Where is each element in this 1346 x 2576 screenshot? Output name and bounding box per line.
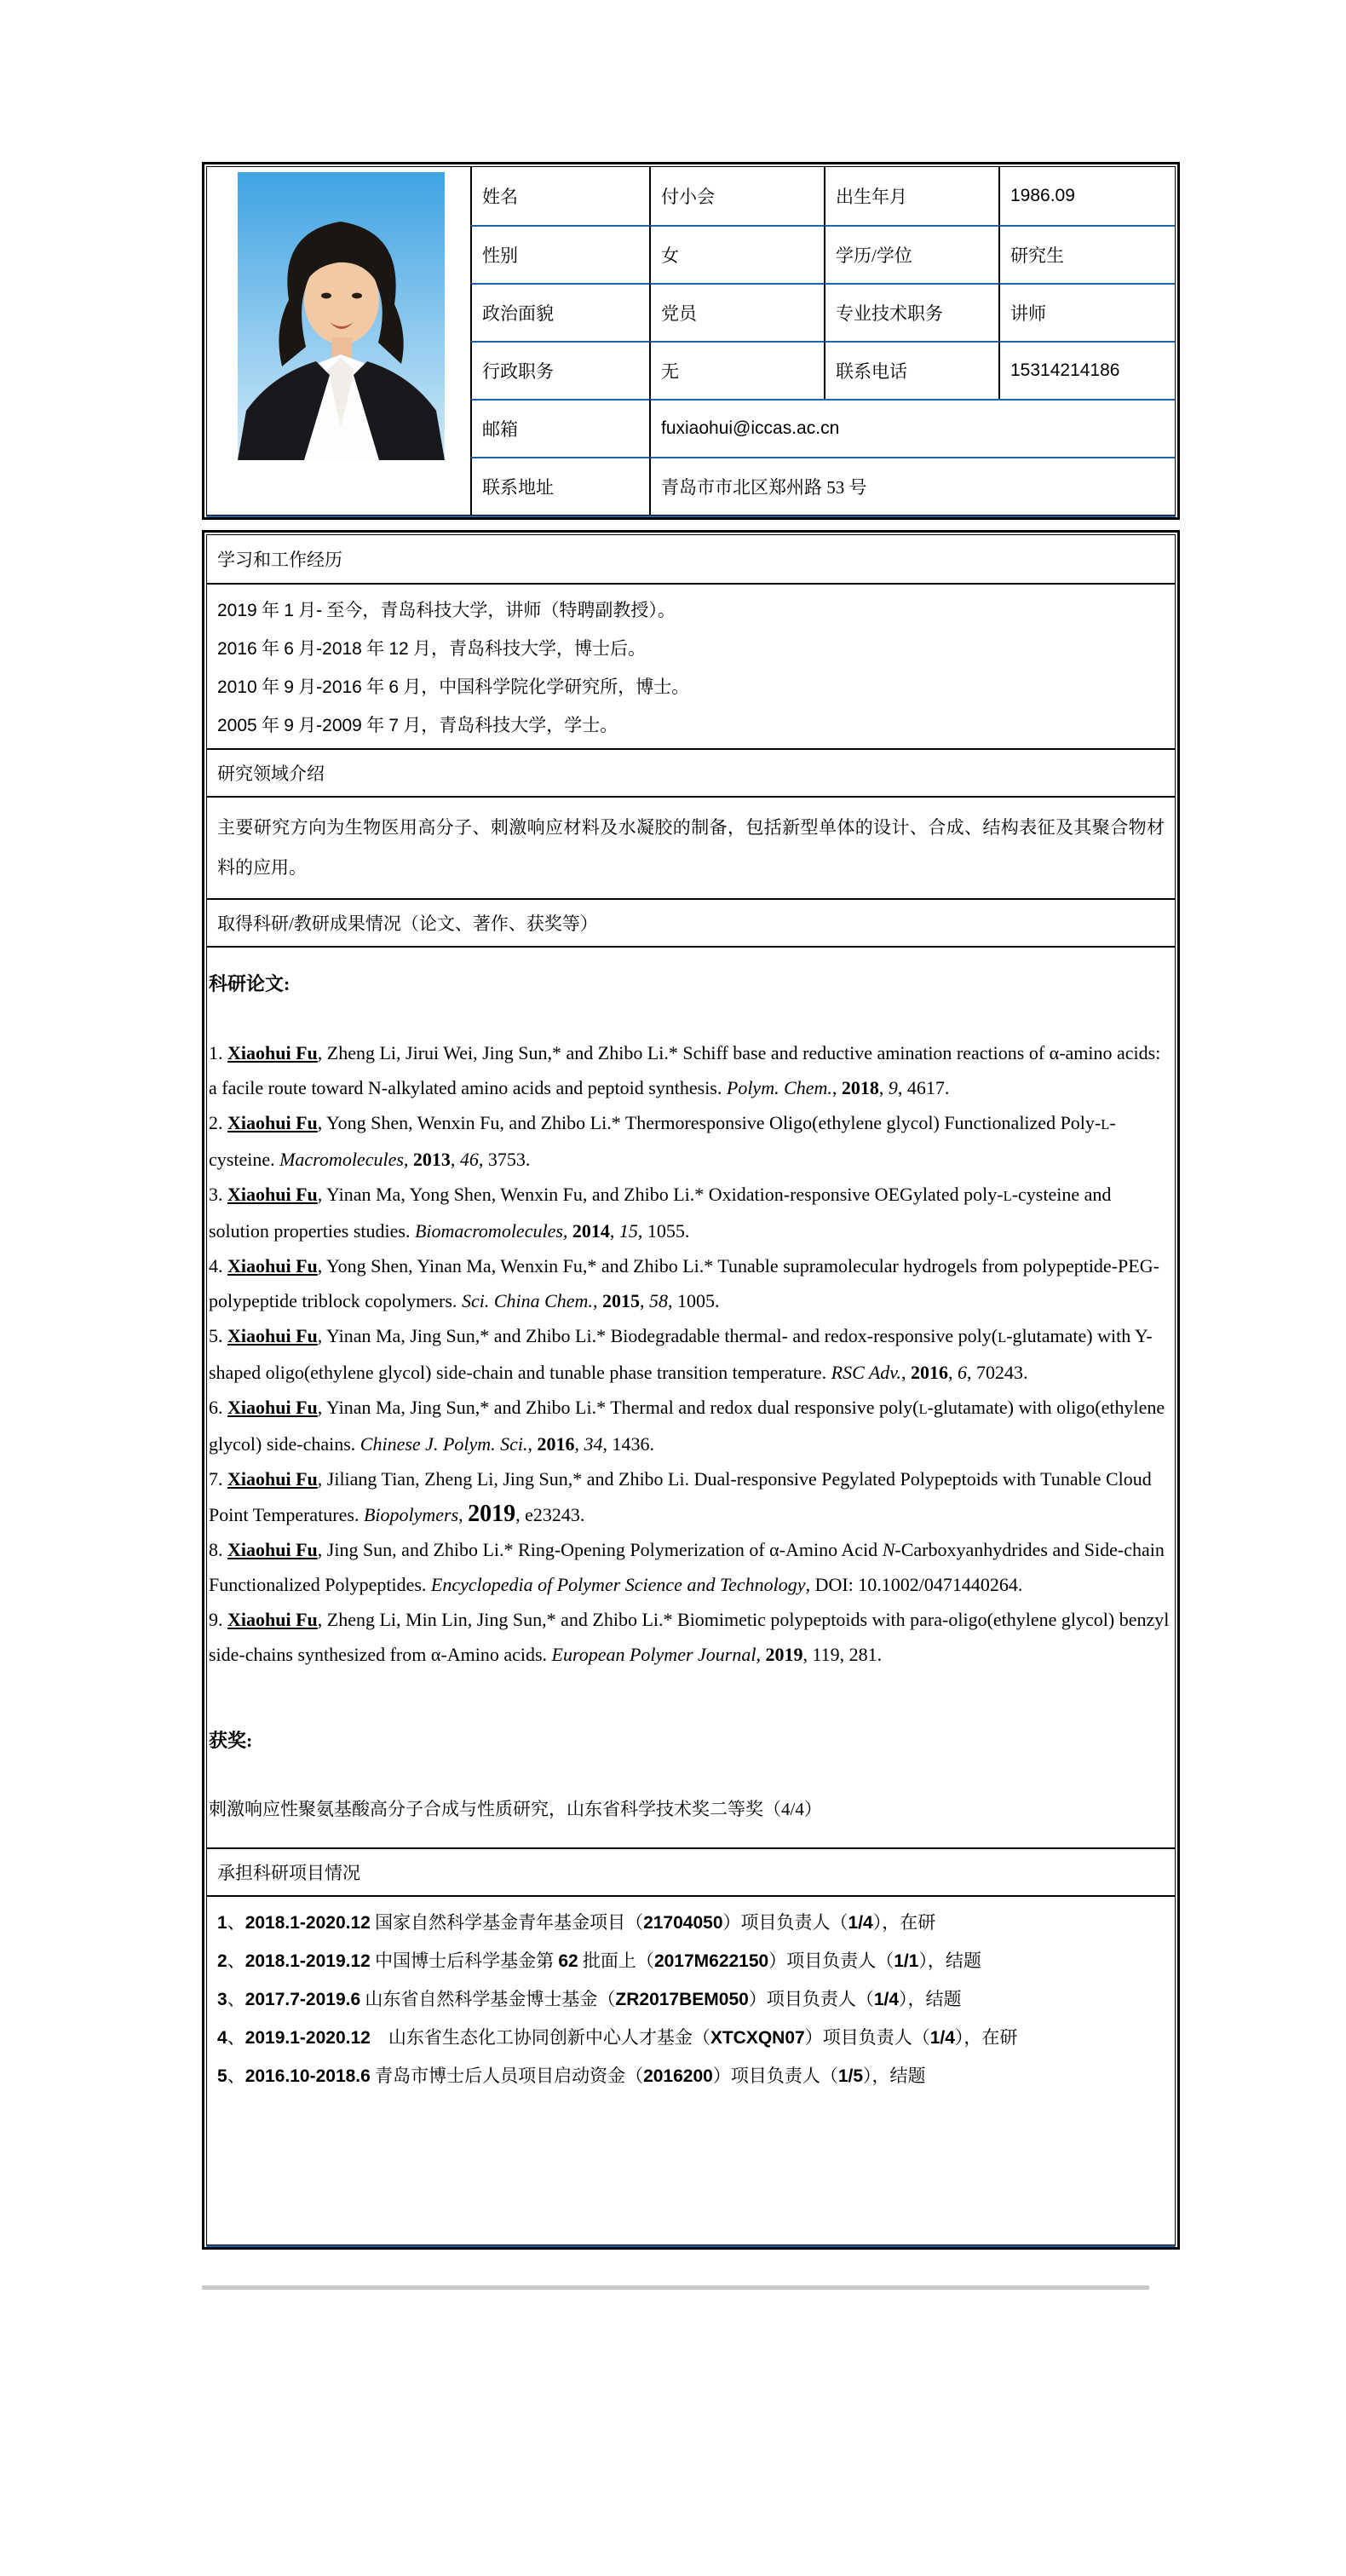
field-label-degree: 学历/学位 [824,225,998,283]
publication-item: 7. Xiaohui Fu, Jiliang Tian, Zheng Li, Jing Sun,* and Zhibo Li. Dual-responsive Pegylated Polypeptoids with Tunable Cloud Point Temperatures. Biopolymers, 2019, e23243. [209,1468,1152,1527]
publication-item: 3. Xiaohui Fu, Yinan Ma, Yong Shen, Wenxin Fu, and Zhibo Li.* Oxidation-responsive OEGylated poly-L-cysteine and solution properties studies. Biomacromolecules, 2014, 15, 1055. [209,1184,1112,1242]
publication-item: 4. Xiaohui Fu, Yong Shen, Yinan Ma, Wenxin Fu,* and Zhibo Li.* Tunable supramolecular hydrogels from polypeptide-PEG-polypeptide triblock copolymers. Sci. China Chem., 2015, 58, 1005. [209,1255,1159,1311]
publication-item: 2. Xiaohui Fu, Yong Shen, Wenxin Fu, and Zhibo Li.* Thermoresponsive Oligo(ethylene glycol) Functionalized Poly-L-cysteine. Macromolecules, 2013, 46, 3753. [209,1112,1116,1170]
field-value-degree: 研究生 [998,225,1175,283]
award-item: 刺激响应性聚氨基酸高分子合成与性质研究，山东省科学技术奖二等奖（4/4） [209,1799,822,1819]
field-value-gender: 女 [649,225,824,283]
bottom-divider [202,2285,1149,2290]
section-header-experience: 学习和工作经历 [217,550,342,570]
field-label-gender: 性别 [470,225,649,283]
text-line: 2019 年 1 月- 至今，青岛科技大学，讲师（特聘副教授）。 [217,600,676,620]
field-label-birthdate: 出生年月 [824,167,998,225]
text-line: 5、2016.10-2018.6 青岛市博士后人员项目启动资金（2016200）项目负责人（1/5），结题 [217,2066,926,2086]
section-header-achievements: 取得科研/教研成果情况（论文、著作、获奖等） [207,898,1175,946]
publication-item: 5. Xiaohui Fu, Yinan Ma, Jing Sun,* and Zhibo Li.* Biodegradable thermal- and redox-responsive poly(L-glutamate) with Y-shaped oligo(ethylene glycol) side-chain and tunable phase transition temperature. RSC Adv., 2016, 6, 70243. [209,1325,1153,1383]
field-label-address: 联系地址 [470,457,649,515]
research-intro-paragraph: 主要研究方向为生物医用高分子、刺激响应材料及水凝胶的制备，包括新型单体的设计、合成、结构表征及其聚合物材料的应用。 [217,817,1165,878]
publication-list [209,1035,1173,1672]
text-line: 2016 年 6 月-2018 年 12 月，青岛科技大学，博士后。 [217,638,646,659]
publication-item: 1. Xiaohui Fu, Zheng Li, Jirui Wei, Jing Sun,* and Zhibo Li.* Schiff base and reductive amination reactions of α-amino acids: a facile route toward N-alkylated amino acids and peptoid synthesis. Polym. Chem., 2018, 9, 4617. [209,1042,1161,1098]
field-label-professional-title: 专业技术职务 [824,283,998,341]
photo-cell [207,167,470,515]
field-value-email: fuxiaohui@iccas.ac.cn [649,399,1175,457]
text-line: 2010 年 9 月-2016 年 6 月，中国科学院化学研究所，博士。 [217,677,690,697]
section-content-projects [207,1895,1175,2245]
section-header-projects: 承担科研项目情况 [207,1847,1175,1895]
field-label-political-status: 政治面貌 [470,283,649,341]
papers-heading: 科研论文: [209,973,290,994]
field-label-email: 邮箱 [470,399,649,457]
section-header-research: 研究领域介绍 [207,748,1175,796]
profile-table [202,162,1180,520]
portrait-photo [238,172,445,460]
field-value-address: 青岛市市北区郑州路 53 号 [649,457,1175,515]
details-table [202,530,1180,2250]
field-value-phone: 15314214186 [998,341,1175,399]
field-label-admin-position: 行政职务 [470,341,649,399]
section-content-achievements [207,946,1175,1847]
text-line: 3、2017.7-2019.6 山东省自然科学基金博士基金（ZR2017BEM050）项目负责人（1/4），结题 [217,1989,962,2009]
text-line: 2、2018.1-2019.12 中国博士后科学基金第 62 批面上（2017M622150）项目负责人（1/1），结题 [217,1951,981,1971]
text-line: 2005 年 9 月-2009 年 7 月，青岛科技大学，学士。 [217,715,618,735]
text-line: 1、2018.1-2020.12 国家自然科学基金青年基金项目（21704050）项目负责人（1/4），在研 [217,1912,936,1933]
field-label-name: 姓名 [470,167,649,225]
resume-document [202,162,1180,2290]
field-label-phone: 联系电话 [824,341,998,399]
section-content-experience [207,583,1175,748]
awards-heading: 获奖: [209,1730,253,1751]
field-value-birthdate: 1986.09 [998,167,1175,225]
publication-item: 6. Xiaohui Fu, Yinan Ma, Jing Sun,* and Zhibo Li.* Thermal and redox dual responsive poly(L-glutamate) with oligo(ethylene glycol) side-chains. Chinese J. Polym. Sci., 2016, 34, 1436. [209,1397,1165,1455]
publication-item: 8. Xiaohui Fu, Jing Sun, and Zhibo Li.* Ring-Opening Polymerization of α-Amino Acid N-Carboxyanhydrides and Side-chain Functionalized Polypeptides. Encyclopedia of Polymer Science and Technology, DOI: 10.1002/0471440264. [209,1539,1165,1595]
field-value-admin-position: 无 [649,341,824,399]
field-value-name: 付小会 [649,167,824,225]
field-value-professional-title: 讲师 [998,283,1175,341]
section-content-research [207,796,1175,898]
text-line: 4、2019.1-2020.12 山东省生态化工协同创新中心人才基金（XTCXQN07）项目负责人（1/4），在研 [217,2027,1018,2048]
field-value-political-status: 党员 [649,283,824,341]
publication-item: 9. Xiaohui Fu, Zheng Li, Min Lin, Jing Sun,* and Zhibo Li.* Biomimetic polypeptoids with para-oligo(ethylene glycol) benzyl side-chains synthesized from α-Amino acids. European Polymer Journal, 2019, 119, 281. [209,1609,1170,1665]
